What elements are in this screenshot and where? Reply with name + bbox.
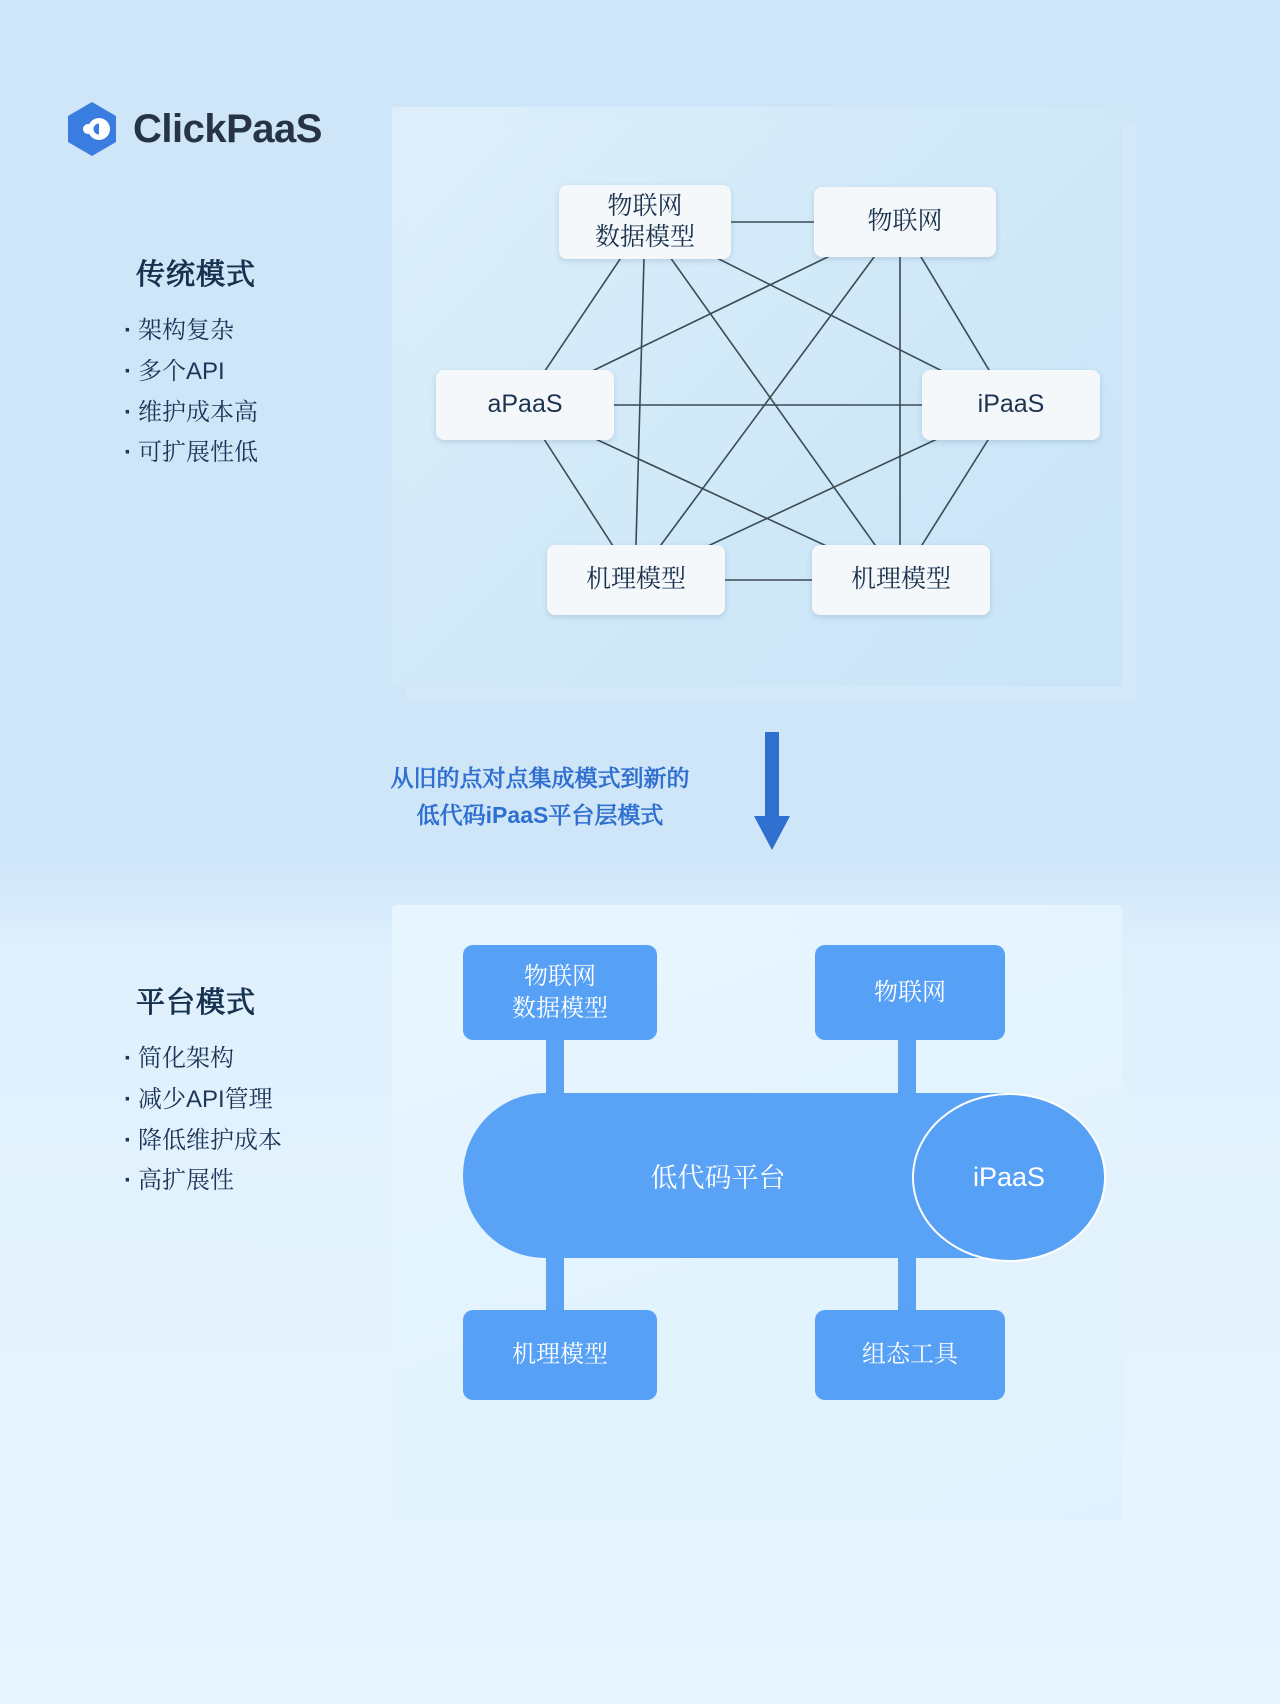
node-mech-model-2 [812,545,990,615]
list-item: · 减少API管理 [118,1080,418,1121]
platform-node-config-tool [815,1310,1005,1400]
node-label: 机理模型 [512,1341,608,1369]
brand-logo [65,100,322,158]
platform-bullet-list [118,1039,418,1202]
caption-line-1: 从旧的点对点集成模式到新的 [390,765,690,791]
clickpaas-hex-logo-icon [65,100,119,158]
platform-node-ipaas [912,1093,1106,1262]
list-item: · 降低维护成本 [118,1121,418,1162]
node-label: iPaaS [977,390,1045,419]
node-ipaas [922,370,1100,440]
node-label: 机理模型 [585,565,686,594]
node-label-line2: 数据模型 [512,994,608,1022]
traditional-diagram-panel [392,107,1122,687]
node-label: 机理模型 [850,565,951,594]
platform-title: 平台模式 [136,987,257,1019]
node-mech-model-1 [547,545,725,615]
platform-node-iot-data-model [463,945,657,1040]
platform-side-block [118,980,418,1202]
node-label: iPaaS [972,1162,1046,1192]
platform-node-iot [815,945,1005,1040]
list-item: · 可扩展性低 [118,433,418,474]
connector-config-tool [898,1252,916,1314]
node-label-line1: 物联网 [524,963,596,991]
list-item: · 维护成本高 [118,393,418,434]
connector-iot [898,1035,916,1097]
node-iot-data-model [559,185,731,259]
list-item: · 简化架构 [118,1039,418,1080]
platform-node-mech-model [463,1310,657,1400]
node-label: 低代码平台 [650,1163,786,1193]
node-label-line2: 数据模型 [594,223,695,251]
list-item: · 高扩展性 [118,1161,418,1202]
list-item: · 多个API [118,352,418,393]
traditional-title: 传统模式 [136,259,257,291]
connector-mech-model [546,1252,564,1314]
connector-iot-data-model [546,1035,564,1097]
traditional-bullet-list [118,311,418,474]
node-label: 组态工具 [862,1341,958,1369]
node-label: 物联网 [874,978,946,1006]
node-apaas [436,370,614,440]
list-item: · 架构复杂 [118,311,418,352]
traditional-side-block [118,252,418,474]
transition-caption [330,760,750,834]
brand-name: ClickPaaS [133,106,322,151]
caption-line-2: 低代码iPaaS平台层模式 [416,801,664,828]
node-iot [814,187,996,257]
node-label: 物联网 [867,207,943,236]
node-label-line1: 物联网 [607,191,683,220]
down-arrow-icon [752,732,792,852]
node-label: aPaaS [487,390,563,419]
